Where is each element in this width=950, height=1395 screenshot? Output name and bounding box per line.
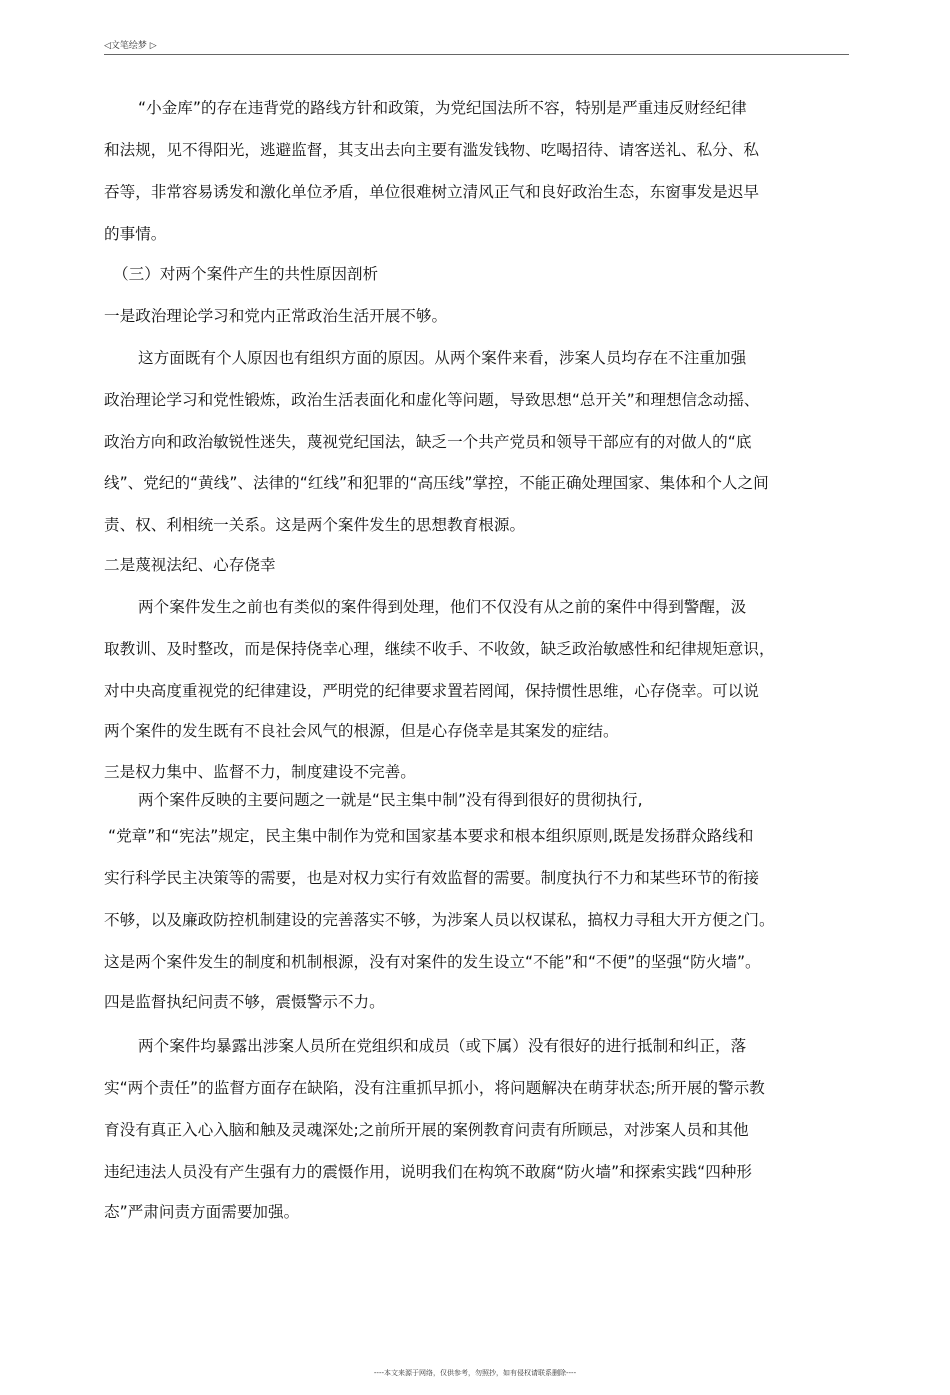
paragraph-line: 两个案件发生之前也有类似的案件得到处理，他们不仅没有从之前的案件中得到警醒，汲 — [138, 598, 747, 616]
subheading: 二是蔑视法纪、心存侥幸 — [104, 556, 276, 574]
paragraph-line: 育没有真正入心入脑和触及灵魂深处;之前所开展的案例教育问责有所顾忌，对涉案人员和其他 — [104, 1121, 749, 1139]
paragraph-line: 线”、党纪的“黄线”、法律的“红线”和犯罪的“高压线”掌控，不能正确处理国家、集体和个人之间 — [104, 474, 769, 492]
paragraph-line: 实行科学民主决策等的需要，也是对权力实行有效监督的需要。制度执行不力和某些环节的衔接 — [104, 869, 759, 887]
paragraph-line: 这方面既有个人原因也有组织方面的原因。从两个案件来看，涉案人员均存在不注重加强 — [138, 349, 747, 367]
paragraph-line: 取教训、及时整改，而是保持侥幸心理，继续不收手、不收敛，缺乏政治敏感性和纪律规矩意识， — [104, 640, 775, 658]
paragraph-line: 态”严肃问责方面需要加强。 — [104, 1203, 300, 1221]
paragraph-line: 政治理论学习和党性锻炼，政治生活表面化和虚化等问题，导致思想“总开关”和理想信念动摇、 — [104, 391, 760, 409]
subheading: 一是政治理论学习和党内正常政治生活开展不够。 — [104, 307, 448, 325]
paragraph-line: 违纪违法人员没有产生强有力的震慑作用，说明我们在构筑不敢腐“防火墙”和探索实践“四种形 — [104, 1163, 752, 1181]
paragraph-line: 两个案件均暴露出涉案人员所在党组织和成员（或下属）没有很好的进行抵制和纠正，落 — [138, 1037, 747, 1055]
paragraph-line: 政治方向和政治敏锐性迷失，蔑视党纪国法，缺乏一个共产党员和领导干部应有的对做人的“底 — [104, 433, 752, 451]
page-footer: ----本文来源于网络，仅供参考，勿照抄，如有侵权请联系删除---- — [373, 1369, 577, 1377]
subheading: 四是监督执纪问责不够，震慑警示不力。 — [104, 993, 385, 1011]
page-header: ◁文笔绘梦 ▷ — [104, 41, 157, 51]
paragraph-line: 两个案件反映的主要问题之一就是“民主集中制”没有得到很好的贯彻执行, — [138, 791, 643, 809]
header-divider — [104, 54, 849, 55]
paragraph-line: 的事情。 — [104, 225, 167, 243]
section-heading: （三）对两个案件产生的共性原因剖析 — [113, 265, 379, 283]
paragraph-line: 实“两个责任”的监督方面存在缺陷，没有注重抓早抓小，将问题解决在萌芽状态;所开展的警示教 — [104, 1079, 765, 1097]
paragraph-line: “党章”和“宪法”规定，民主集中制作为党和国家基本要求和根本组织原则,既是发扬群众路线和 — [108, 827, 754, 845]
paragraph-line: 不够，以及廉政防控机制建设的完善落实不够，为涉案人员以权谋私，搞权力寻租大开方便之门。 — [104, 911, 775, 929]
paragraph-line: 两个案件的发生既有不良社会风气的根源，但是心存侥幸是其案发的症结。 — [104, 722, 619, 740]
paragraph-line: 和法规，见不得阳光，逃避监督，其支出去向主要有滥发钱物、吃喝招待、请客送礼、私分、私 — [104, 141, 759, 159]
subheading: 三是权力集中、监督不力，制度建设不完善。 — [104, 763, 416, 781]
paragraph-line: “小金库”的存在违背党的路线方针和政策，为党纪国法所不容，特别是严重违反财经纪律 — [138, 99, 747, 117]
paragraph-line: 这是两个案件发生的制度和机制根源，没有对案件的发生设立“不能”和“不便”的坚强“防火墙”。 — [104, 953, 761, 971]
paragraph-line: 吞等，非常容易诱发和激化单位矛盾，单位很难树立清风正气和良好政治生态，东窗事发是迟早 — [104, 183, 759, 201]
paragraph-line: 对中央高度重视党的纪律建设，严明党的纪律要求置若罔闻，保持惯性思维，心存侥幸。可以说 — [104, 682, 759, 700]
paragraph-line: 责、权、利相统一关系。这是两个案件发生的思想教育根源。 — [104, 516, 526, 534]
